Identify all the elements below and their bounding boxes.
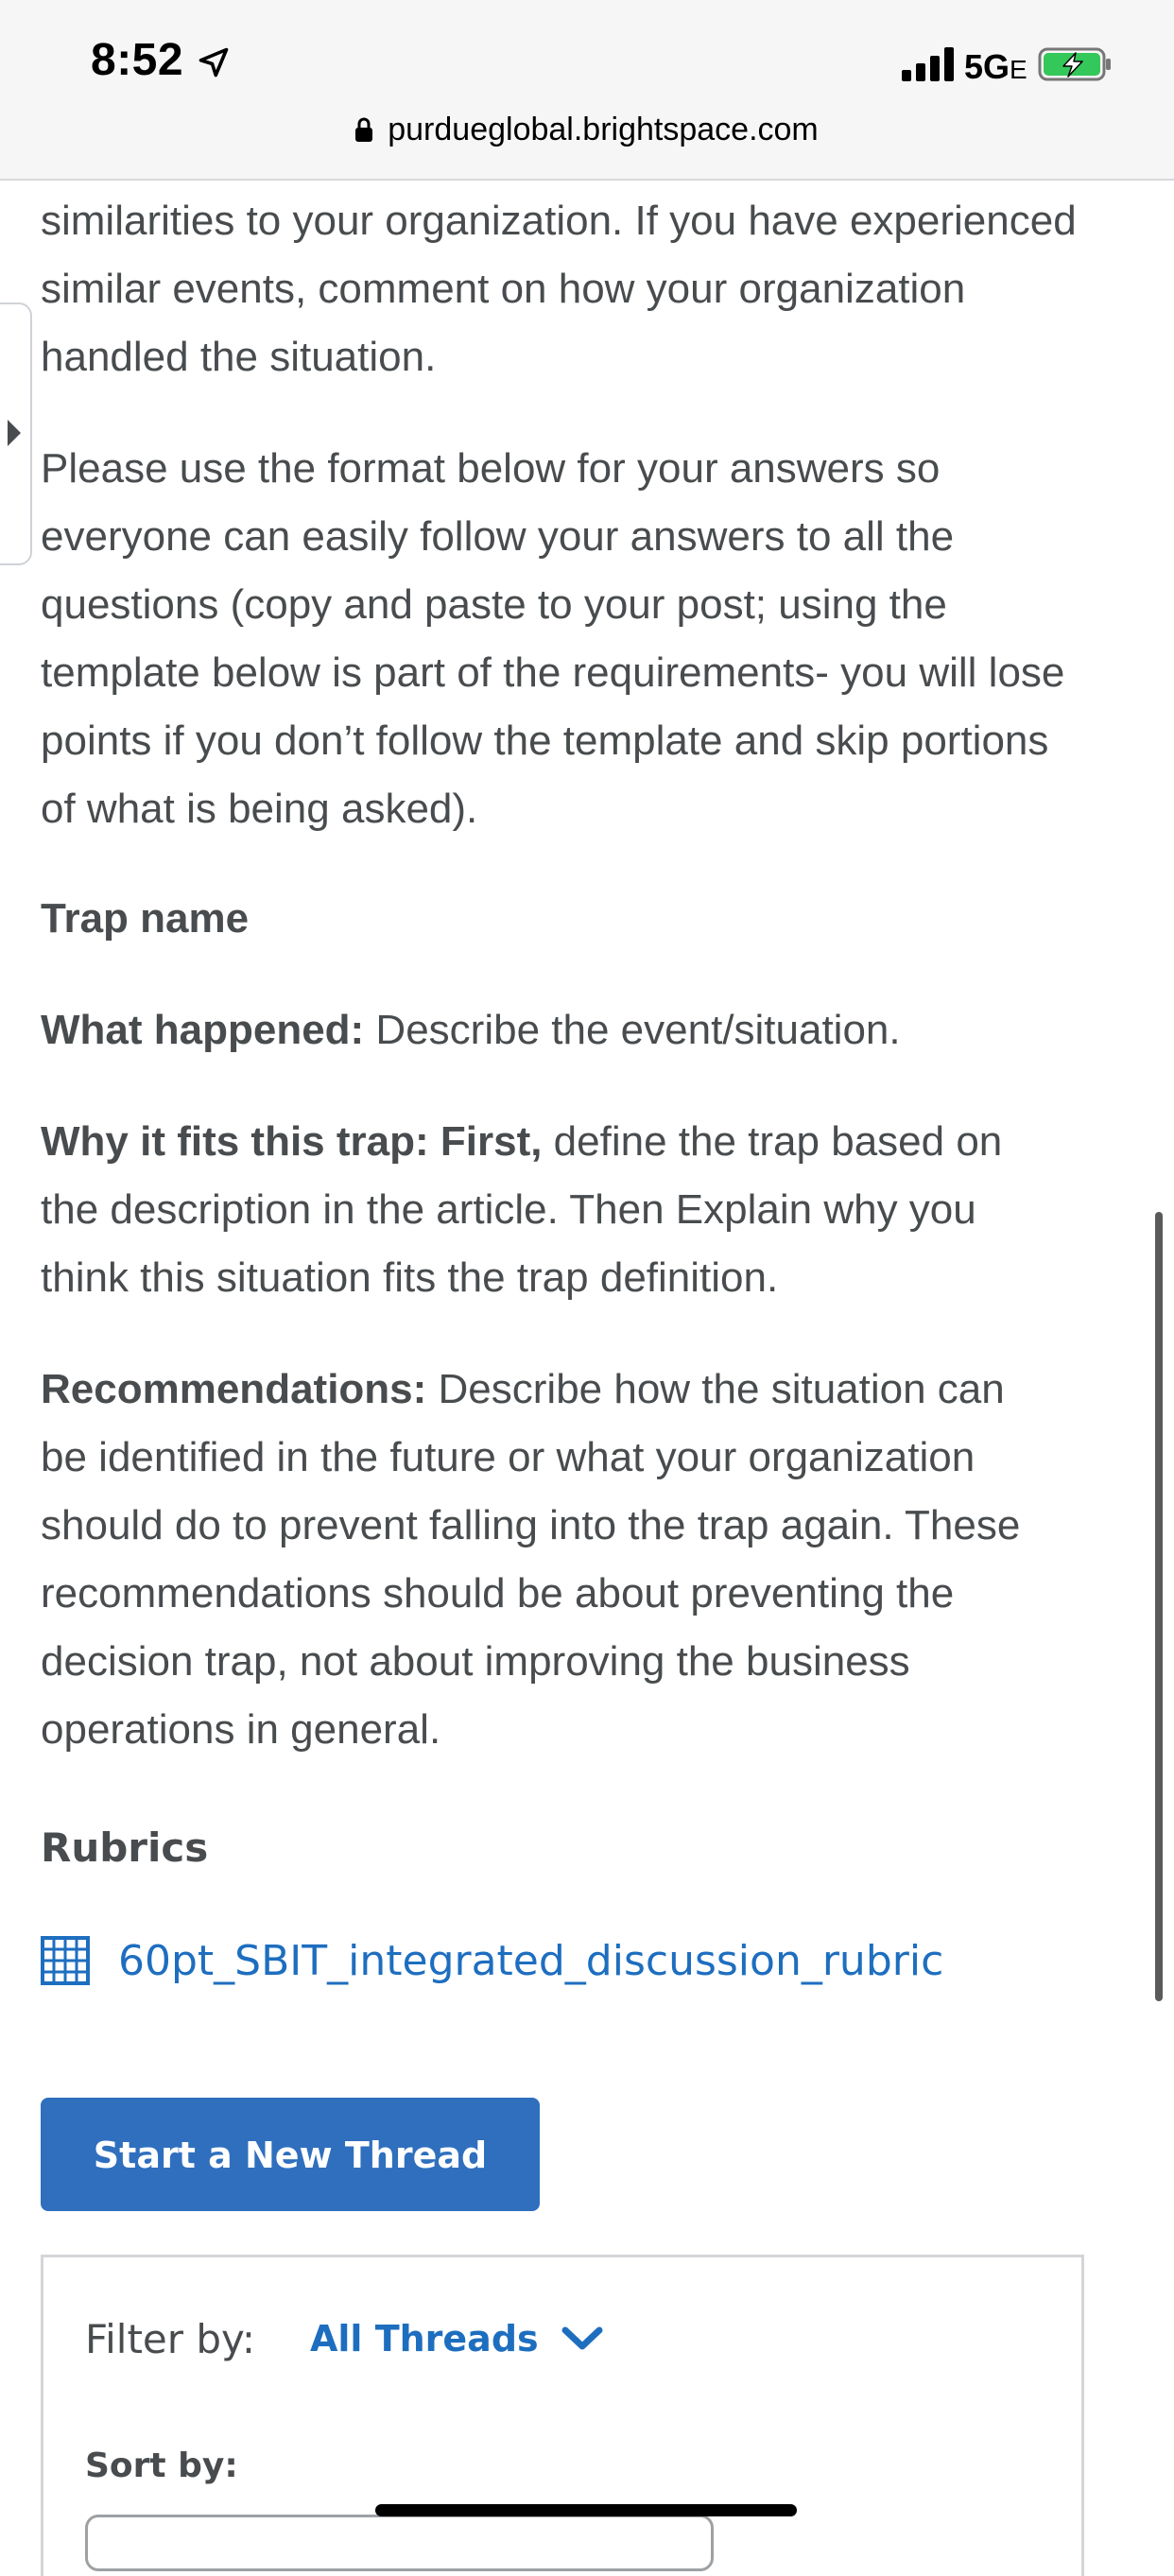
filter-dropdown[interactable] bbox=[310, 2318, 603, 2360]
caret-right-icon bbox=[8, 420, 21, 446]
lock-icon bbox=[355, 117, 372, 142]
intro-paragraph: similarities to your organization. If you have experienced similar events, comment on how your organization handled the situation. bbox=[41, 198, 1077, 380]
recommendations-label: Recommendations: bbox=[41, 1366, 427, 1412]
recommendations-item bbox=[41, 1356, 1062, 1764]
sort-select[interactable] bbox=[85, 2515, 714, 2571]
home-indicator[interactable] bbox=[375, 2504, 797, 2516]
status-time: 8:52 bbox=[91, 35, 184, 85]
why-fits-text: define the trap based on the description in the article. Then Explain why you think this situation fits the trap definition. bbox=[41, 1118, 1003, 1301]
recommendations-text: Describe how the situation can be identified in the future or what your organization should do to prevent falling into the trap again. These recommendations should be about preventing the decision trap, not about improving the business operations in general. bbox=[41, 1366, 1021, 1753]
rubric-link[interactable]: 60pt_SBIT_integrated_discussion_rubric bbox=[118, 1936, 944, 1985]
what-happened-text: Describe the event/situation. bbox=[364, 1007, 901, 1053]
rubrics-heading: Rubrics bbox=[41, 1824, 209, 1871]
battery-charging-icon bbox=[1038, 47, 1114, 81]
network-type: 5GE bbox=[964, 47, 1027, 86]
trap-name-label: Trap name bbox=[41, 895, 250, 942]
sort-label: Sort by: bbox=[85, 2446, 238, 2485]
filter-value: All Threads bbox=[310, 2318, 539, 2360]
filter-label: Filter by: bbox=[85, 2316, 255, 2362]
address-bar[interactable] bbox=[0, 112, 1174, 148]
browser-chrome bbox=[0, 0, 1174, 181]
cellular-signal-icon bbox=[902, 47, 955, 81]
rubric-link-row[interactable] bbox=[41, 1932, 943, 1989]
chevron-down-icon bbox=[561, 2325, 603, 2352]
why-fits-label: Why it fits this trap: First, bbox=[41, 1118, 543, 1165]
scrollbar[interactable] bbox=[1155, 1212, 1163, 2001]
why-fits-item bbox=[41, 1108, 1062, 1312]
url-text: purdueglobal.brightspace.com bbox=[388, 112, 819, 147]
location-arrow-icon bbox=[197, 45, 231, 79]
grid-table-icon bbox=[41, 1936, 90, 1985]
trap-name-heading bbox=[41, 885, 1080, 953]
what-happened-label: What happened: bbox=[41, 1007, 365, 1053]
format-instructions: Please use the format below for your answers so everyone can easily follow your answers to all the questions (copy and paste to your post; using the template below is part of the requirements- you will lose points if you don’t follow the template and skip portions of what is being asked). bbox=[41, 445, 1065, 832]
start-new-thread-button[interactable]: Start a New Thread bbox=[41, 2098, 540, 2211]
side-drawer-toggle[interactable] bbox=[0, 303, 32, 565]
what-happened-item bbox=[41, 996, 1080, 1064]
